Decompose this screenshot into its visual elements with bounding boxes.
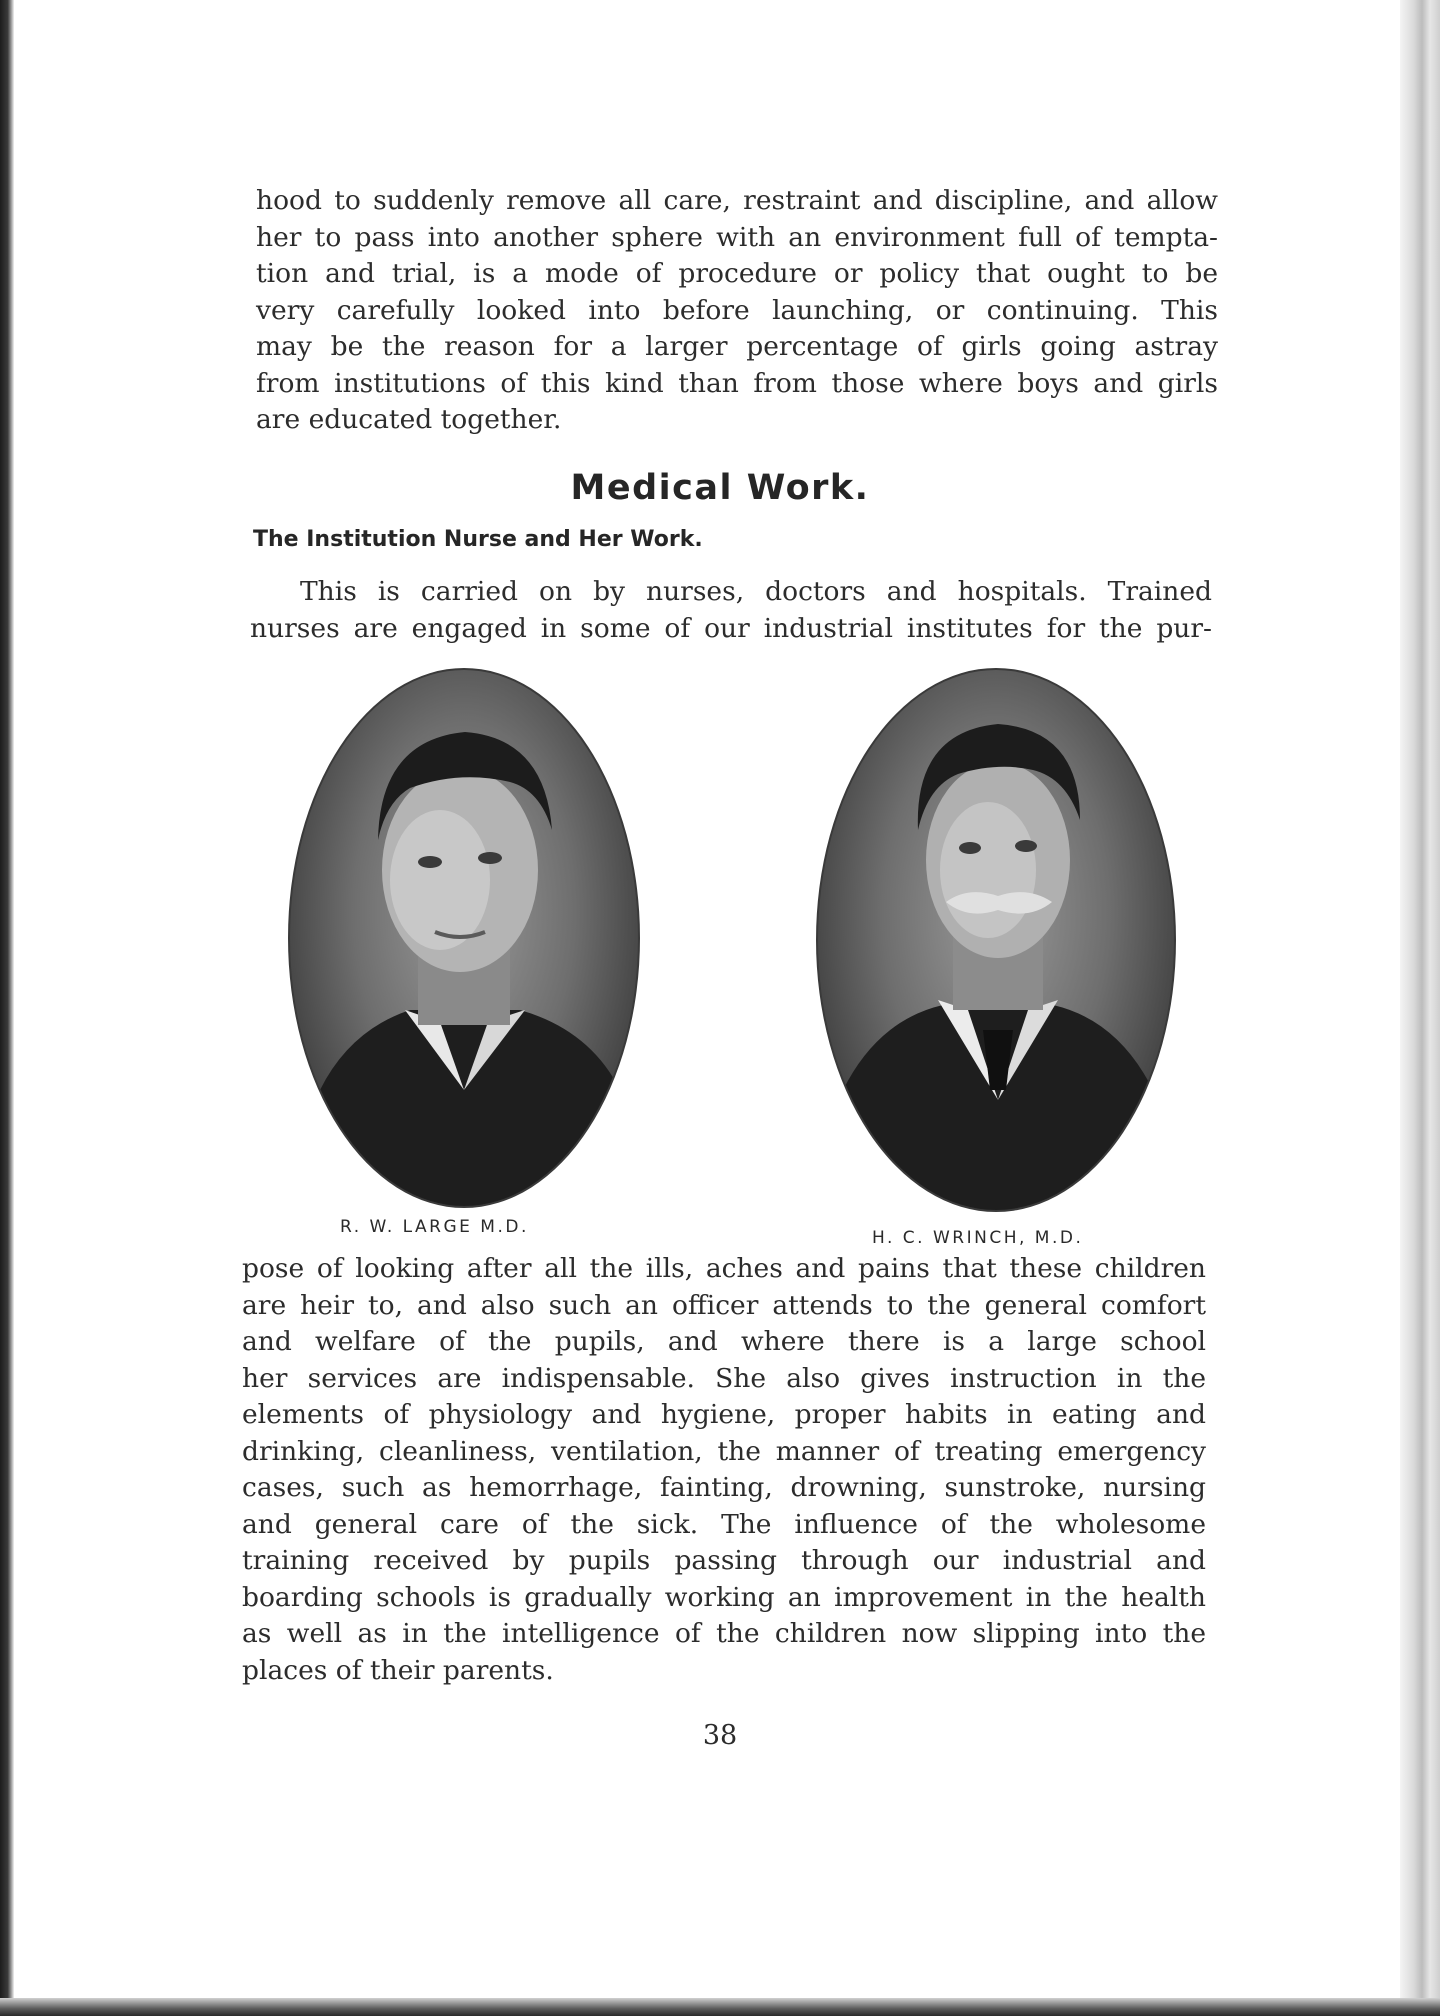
portrait-caption-wrinch: H. C. WRINCH, M.D. (872, 1228, 1084, 1248)
bottom-paragraph (242, 1251, 1206, 1689)
text-line: her to pass into another sphere with an environment full of tempta- (256, 221, 1218, 253)
intro-paragraph (250, 574, 1212, 647)
portrait-caption-large: R. W. LARGE M.D. (340, 1217, 529, 1237)
subheading: The Institution Nurse and Her Work. (253, 527, 703, 552)
text-line: are educated together. (256, 404, 562, 435)
text-line: and welfare of the pupils, and where there is a large school (242, 1326, 1206, 1357)
text-line: hood to suddenly remove all care, restraint and discipline, and allow (256, 185, 1218, 216)
text-line: places of their parents. (242, 1654, 554, 1686)
text-line: boarding schools is gradually working an improvement in the health (242, 1581, 1206, 1613)
text-line: and general care of the sick. The influence of the wholesome (242, 1508, 1206, 1540)
text-line: tion and trial, is a mode of procedure or policy that ought to be (256, 258, 1218, 289)
text-line: cases, such as hemorrhage, fainting, drowning, sunstroke, nursing (242, 1472, 1206, 1503)
page-number: 38 (702, 1720, 738, 1751)
text-line: are heir to, and also such an officer attends to the general comfort (242, 1289, 1206, 1321)
page-left-binding-edge (0, 0, 14, 2016)
text-line: may be the reason for a larger percentage of girls going astray (256, 331, 1218, 362)
page-right-edge (1400, 0, 1440, 2016)
man-portrait-icon (818, 670, 1174, 1210)
page-bottom-edge (0, 1998, 1440, 2016)
man-portrait-icon (290, 670, 638, 1206)
portrait-photo-wrinch (816, 668, 1176, 1212)
text-line: nurses are engaged in some of our industrial institutes for the pur- (250, 612, 1212, 644)
section-heading: Medical Work. (570, 468, 870, 508)
text-line: This is carried on by nurses, doctors and hospitals. Trained (300, 576, 1212, 607)
text-line: from institutions of this kind than from those where boys and girls (256, 367, 1218, 399)
text-line: as well as in the intelligence of the children now slipping into the (242, 1618, 1206, 1649)
text-line: very carefully looked into before launching, or continuing. This (256, 294, 1218, 326)
text-line: drinking, cleanliness, ventilation, the manner of treating emergency (242, 1435, 1206, 1467)
portrait-photo-large (288, 668, 640, 1208)
top-paragraph (256, 183, 1218, 439)
text-line: pose of looking after all the ills, aches and pains that these children (242, 1253, 1206, 1284)
text-line: elements of physiology and hygiene, proper habits in eating and (242, 1399, 1206, 1430)
text-line: training received by pupils passing through our industrial and (242, 1545, 1206, 1576)
text-line: her services are indispensable. She also gives instruction in the (242, 1362, 1206, 1394)
